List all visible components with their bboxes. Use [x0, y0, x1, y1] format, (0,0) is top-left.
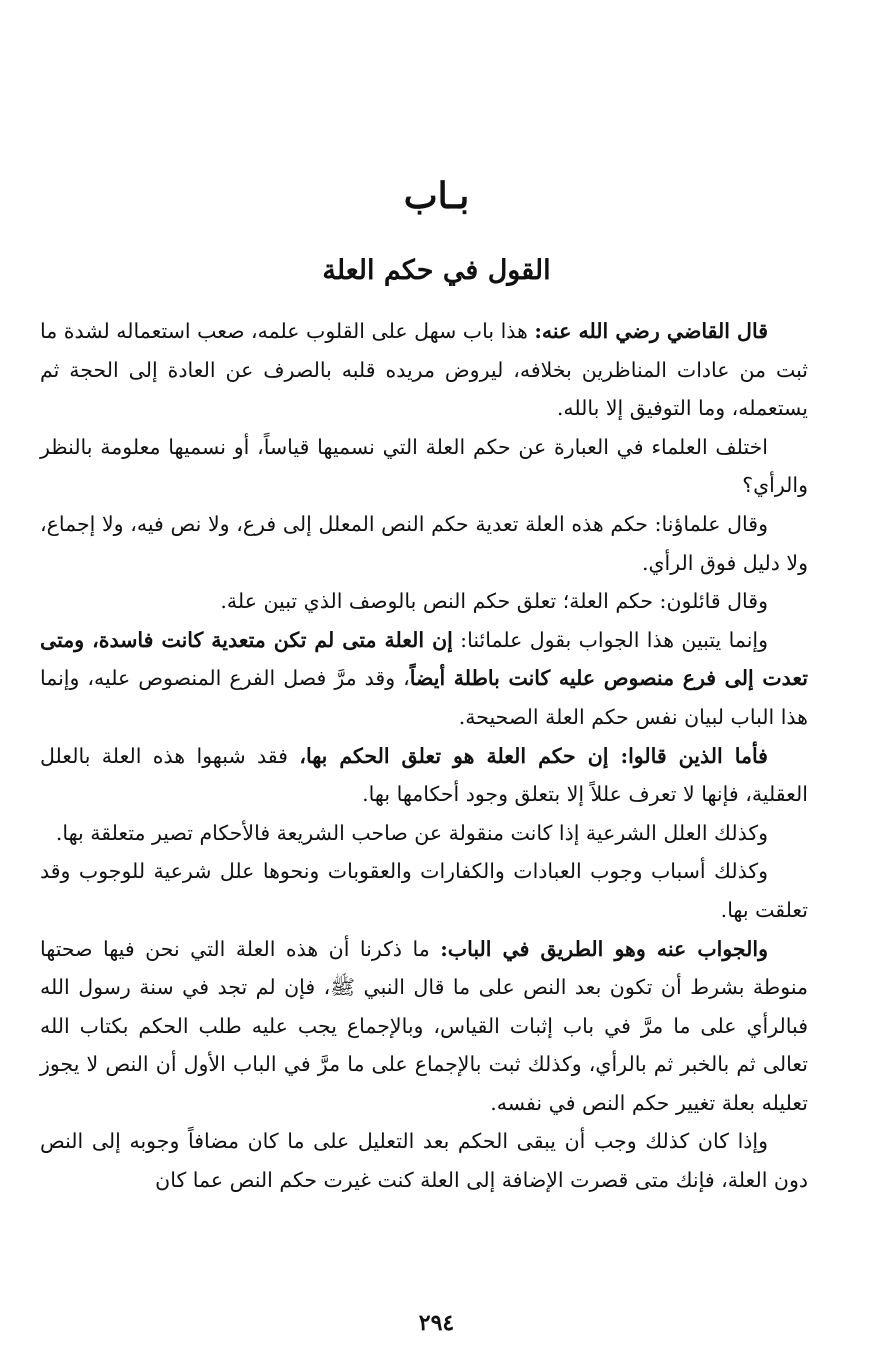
paragraph-2-text: اختلف العلماء في العبارة عن حكم العلة التي نسميها قياساً، أو نسميها معلومة بالنظر والرأي؟	[40, 434, 808, 498]
paragraph-4	[40, 582, 808, 621]
paragraph-3	[40, 505, 808, 582]
paragraph-1-text: هذا باب سهل على القلوب علمه، صعب استعماله لشدة ما ثبت من عادات المناظرين بخلافه، ليروض مريده قلبه بالصرف عن العادة إلى الحجة ثم يستعمله، وما التوفيق إلا بالله.	[39, 319, 808, 421]
paragraph-6	[40, 737, 808, 814]
paragraph-4-text: وقال قائلون: حكم العلة؛ تعلق حكم النص بالوصف الذي تبين علة.	[220, 589, 768, 614]
paragraph-9-text: ما ذكرنا أن هذه العلة التي نحن فيها صحتها منوطة بشرط أن تكون بعد النص على ما قال النبي ﷺ، فإن لم تجد في سنة رسول الله فبالرأي على ما مرَّ في باب إثبات القياس، وبالإجماع يجب عليه طلب الحكم بكتاب الله تعالى ثم بالخبر ثم بالرأي، وكذلك ثبت بالإجماع على ما مرَّ في الباب الأول أن النص لا يجوز تعليله بعلة تغيير حكم النص في نفسه.	[40, 936, 808, 1115]
body-text	[40, 312, 808, 1200]
paragraph-5-lead: وإنما يتبين هذا الجواب بقول علمائنا:	[452, 627, 768, 652]
paragraph-6-bold-lead: فأما الذين قالوا: إن حكم العلة هو تعلق الحكم بها،	[299, 743, 768, 768]
paragraph-1-bold-lead: قال القاضي رضي الله عنه:	[534, 319, 768, 343]
paragraph-10-text: وإذا كان كذلك وجب أن يبقى الحكم بعد التعليل على ما كان مضافاً وجوبه إلى النص دون العلة، فإنك متى قصرت الإضافة إلى العلة كنت غيرت حكم النص عما كان	[40, 1129, 808, 1193]
page-number: ٢٩٤	[418, 1310, 455, 1336]
paragraph-7-text: وكذلك العلل الشرعية إذا كانت منقولة عن صاحب الشريعة فالأحكام تصير متعلقة بها.	[55, 820, 768, 845]
paragraph-9	[40, 930, 808, 1123]
paragraph-7	[40, 814, 808, 853]
section-title: القول في حكم العلة	[322, 255, 551, 286]
chapter-title: بـاب	[403, 175, 470, 217]
paragraph-6-text: فقد شبهوا هذه العلة بالعلل العقلية، فإنها لا تعرف عللاً إلا بتعلق وجود أحكامها بها.	[40, 743, 808, 807]
paragraph-3-text: وقال علماؤنا: حكم هذه العلة تعدية حكم النص المعلل إلى فرع، ولا نص فيه، ولا إجماع، ولا دليل فوق الرأي.	[40, 511, 808, 575]
paragraph-8	[40, 852, 808, 929]
paragraph-8-text: وكذلك أسباب وجوب العبادات والكفارات والعقوبات ونحوها علل شرعية للوجوب وقد تعلقت بها.	[40, 859, 808, 922]
paragraph-5-text: ، وقد مرَّ فصل الفرع المنصوص عليه، وإنما هذا الباب لبيان نفس حكم العلة الصحيحة.	[40, 666, 808, 729]
paragraph-1	[40, 312, 808, 428]
paragraph-2	[40, 428, 808, 505]
paragraph-9-bold-lead: والجواب عنه وهو الطريق في الباب:	[440, 936, 768, 961]
paragraph-5-bold: إن العلة متى لم تكن متعدية كانت فاسدة، ومتى تعدت إلى فرع منصوص عليه كانت باطلة أيضاً	[40, 627, 808, 691]
paragraph-10	[40, 1122, 808, 1199]
paragraph-5	[40, 621, 808, 737]
